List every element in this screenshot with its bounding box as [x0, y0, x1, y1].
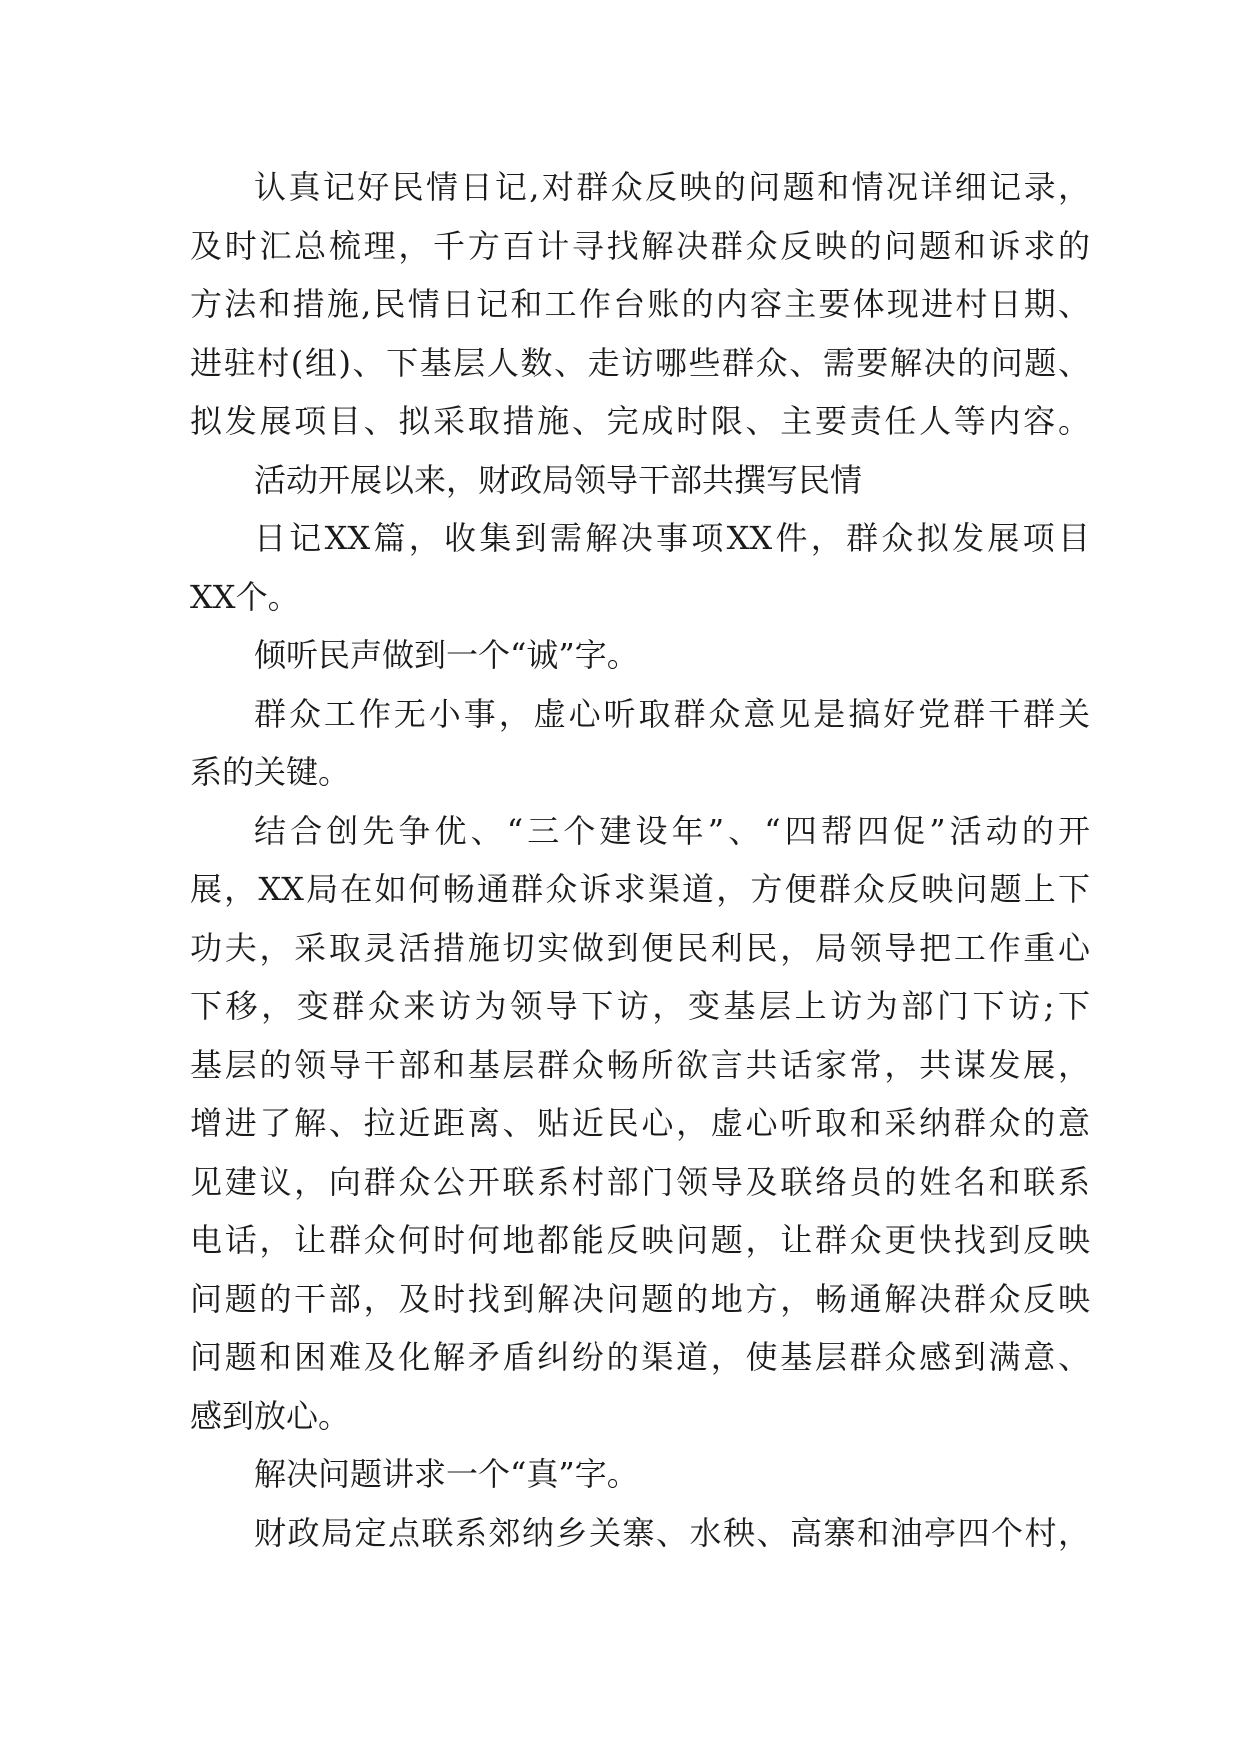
text-line: 见建议，向群众公开联系村部门领导及联络员的姓名和联系 — [190, 1162, 1090, 1201]
text-line: 功夫，采取灵活措施切实做到便民利民，局领导把工作重心 — [190, 928, 1090, 967]
text-line: 财政局定点联系郊纳乡关寨、水秧、高寨和油亭四个村， — [254, 1513, 1090, 1552]
text-line: 问题的干部，及时找到解决问题的地方，畅通解决群众反映 — [190, 1279, 1090, 1318]
text-line: 方法和措施,民情日记和工作台账的内容主要体现进村日期、 — [190, 285, 1090, 323]
text-line: 及时汇总梳理，千方百计寻找解决群众反映的问题和诉求的 — [190, 226, 1090, 265]
text-line: 活动开展以来，财政局领导干部共撰写民情 — [254, 460, 863, 499]
text-line: 电话，让群众何时何地都能反映问题，让群众更快找到反映 — [190, 1221, 1090, 1259]
text-line: 拟发展项目、拟采取措施、完成时限、主要责任人等内容。 — [190, 402, 1090, 440]
text-line: 基层的领导干部和基层群众畅所欲言共话家常，共谋发展， — [190, 1045, 1090, 1084]
text-line: 增进了解、拉近距离、贴近民心，虚心听取和采纳群众的意 — [190, 1104, 1090, 1142]
text-line: 倾听民声做到一个“诚”字。 — [254, 636, 639, 674]
text-line: 解决问题讲求一个“真”字。 — [254, 1455, 639, 1493]
text-line: 日记XX篇，收集到需解决事项XX件，群众拟发展项目 — [254, 519, 1090, 557]
text-line: 群众工作无小事，虚心听取群众意见是搞好党群干群关 — [254, 694, 1090, 733]
text-line: XX个。 — [190, 577, 300, 616]
text-line: 系的关键。 — [190, 753, 351, 791]
text-line: 结合创先争优、“三个建设年”、“四帮四促”活动的开 — [254, 811, 1090, 850]
document-body — [190, 158, 1090, 1562]
text-line: 进驻村(组)、下基层人数、走访哪些群众、需要解决的问题、 — [190, 343, 1090, 382]
text-line: 展，XX局在如何畅通群众诉求渠道，方便群众反映问题上下 — [190, 870, 1090, 908]
text-line: 问题和困难及化解矛盾纠纷的渠道，使基层群众感到满意、 — [190, 1338, 1090, 1376]
text-line: 感到放心。 — [190, 1396, 351, 1435]
text-line: 认真记好民情日记,对群众反映的问题和情况详细记录， — [254, 168, 1090, 206]
text-line: 下移，变群众来访为领导下访，变基层上访为部门下访;下 — [190, 987, 1090, 1025]
